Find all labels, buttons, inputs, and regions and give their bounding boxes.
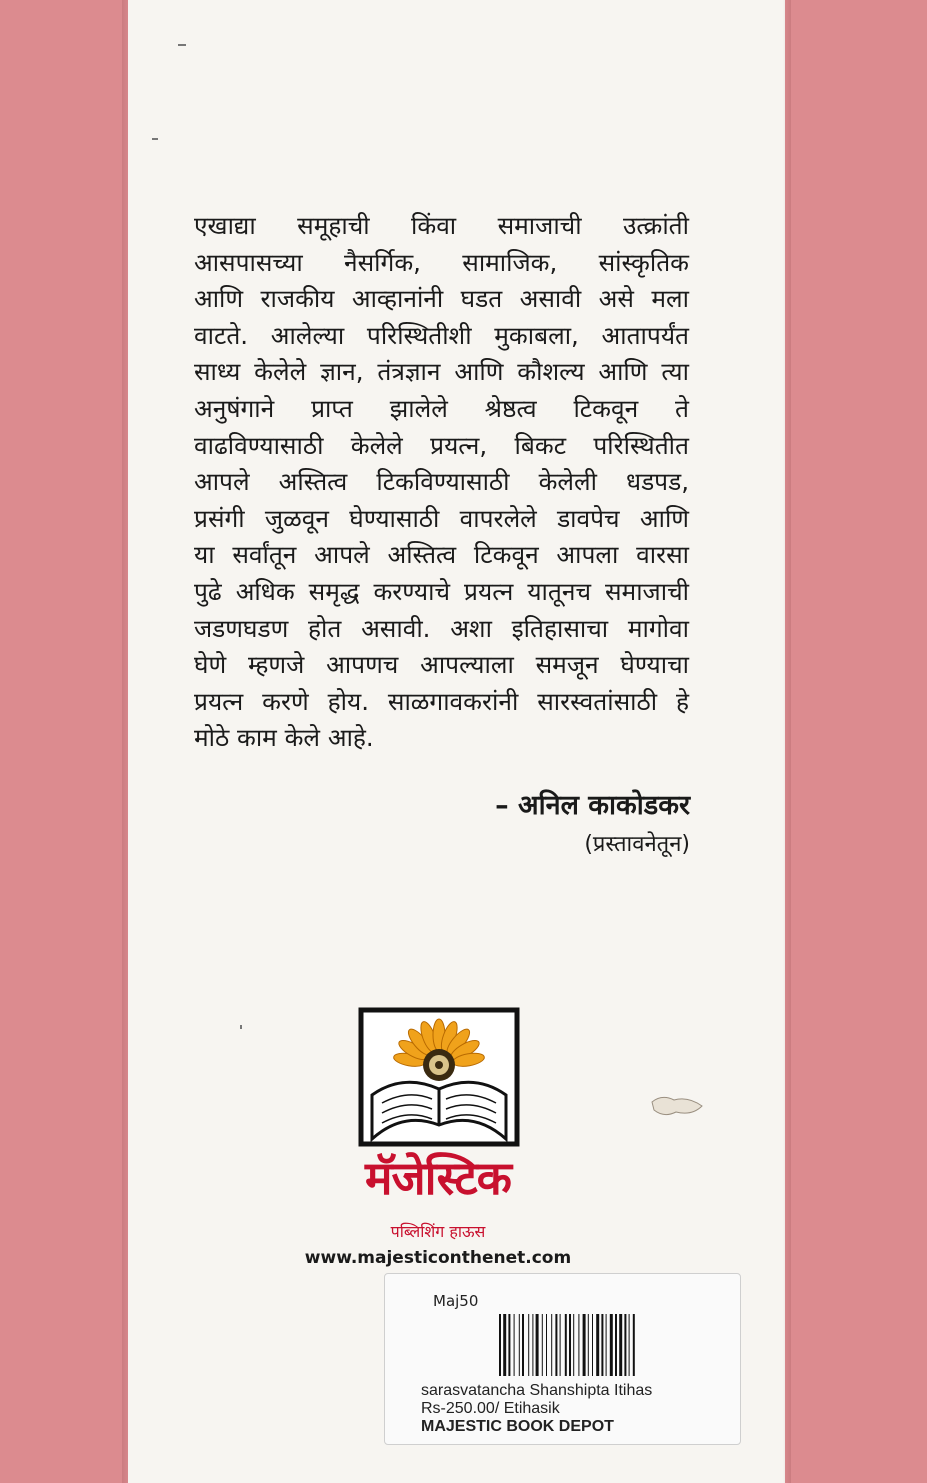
blurb-line: आपले अस्तित्व टिकविण्यासाठी केलेली धडपड, [194,467,689,497]
blurb-line: अनुषंगाने प्राप्त झालेले श्रेष्ठत्व टिकवून ते [194,393,689,423]
blurb-line: वाढविण्यासाठी केलेले प्रयत्न, बिकट परिस्थितीत [194,430,689,460]
sticker-details [421,1382,652,1436]
paper-speck [152,138,158,140]
right-edge-shadow [783,0,791,1483]
paper-speck [178,44,186,46]
paper-tear-mark [648,1092,706,1120]
publisher-name: मॅजेस्टिक [365,1151,511,1205]
blurb-line: आणि राजकीय आव्हानांनी घडत असावी असे मला [194,284,689,314]
blurb-line: साध्य केलेले ज्ञान, तंत्रज्ञान आणि कौशल्य आणि त्या [194,357,689,387]
price-sticker [384,1273,741,1445]
blurb-line: मोठे काम केले आहे. [194,723,374,753]
blurb-line: जडणघडण होत असावी. अशा इतिहासाचा मागोवा [194,613,689,643]
sticker-title: sarasvatancha Shanshipta Itihas [421,1382,653,1399]
blurb-line: घेणे म्हणजे आपणच आपल्याला समजून घेण्याचा [194,650,689,680]
blurb-line: आसपासच्या नैसर्गिक, सामाजिक, सांस्कृतिक [194,247,689,277]
quote-author: – अनिल काकोडकर [495,790,690,821]
blurb-line: प्रसंगी जुळवून घेण्यासाठी वापरलेले डावपेच आणि [194,503,689,533]
publisher-subtitle: पब्लिशिंग हाऊस [390,1222,486,1241]
blurb-line: वाटते. आलेल्या परिस्थितीशी मुकाबला, आतापर्यंत [194,320,689,350]
blurb-line: पुढे अधिक समृद्ध करण्याचे प्रयत्न यातूनच समाजाची [194,576,689,606]
blurb-paragraph [194,208,689,757]
blurb-line: या सर्वांतून आपले अस्तित्व टिकवून आपला वारसा [194,540,689,570]
blurb-line: एखाद्या समूहाची किंवा समाजाची उत्क्रांती [194,211,689,240]
sticker-code: Maj50 [433,1292,479,1310]
paper-speck [240,1025,242,1029]
sunflower-book-logo-icon [358,1007,520,1147]
barcode-icon [497,1314,727,1376]
publisher-website[interactable]: www.majesticonthenet.com [304,1248,572,1268]
sticker-seller: MAJESTIC BOOK DEPOT [421,1418,614,1435]
sticker-price: Rs-250.00/ Etihasik [421,1400,560,1417]
quote-source: (प्रस्तावनेतून) [584,832,690,857]
blurb-line: प्रयत्न करणे होय. साळगावकरांनी सारस्वतांसाठी हे [194,686,689,716]
